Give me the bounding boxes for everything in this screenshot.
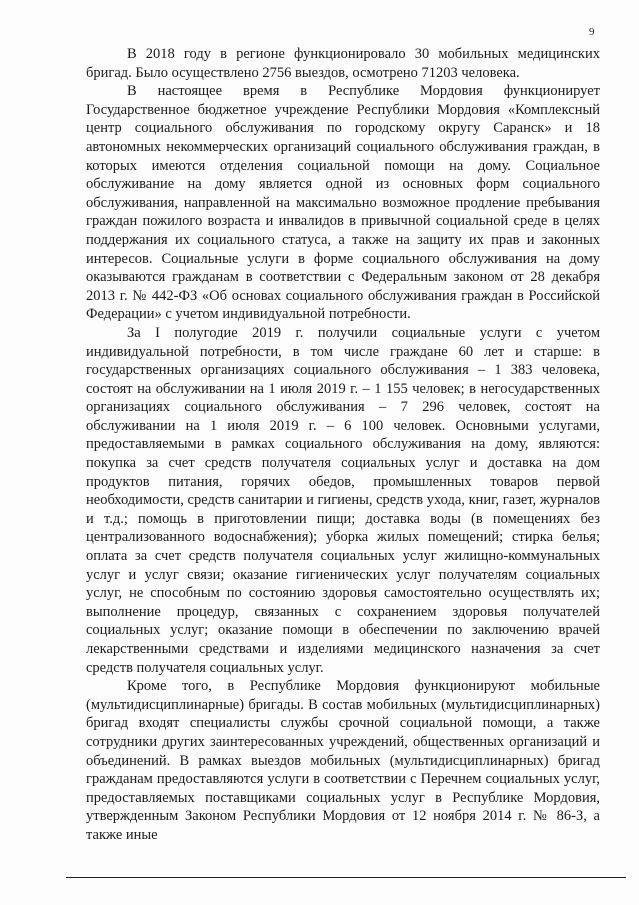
paragraph-home-social-service: В настоящее время в Республике Мордовия функционирует Государственное бюджетное учреждение Республики Мордовия «Комплексный центр социального обслуживания по городскому округу Саранск» и 18 автономных некоммерческих организаций социального обслуживания граждан, в которых имеются отделения социальной помощи на дому. Социальное обслуживание на дому является одной из основных форм социального обслуживания, направленной на максимально возможное продление пребывания граждан пожилого возраста и инвалидов в привычной социальной среде в целях поддержания их социального статуса, а также на защиту их прав и законных интересов. Социальные услуги в форме социального обслуживания на дому оказываются гражданам в соответствии с Федеральным законом от 28 декабря 2013 г. № 442-ФЗ «Об основах социального обслуживания граждан в Российской Федерации» с учетом индивидуальной потребности.	[86, 83, 600, 323]
paragraph-first-half-2019-statistics: За I полугодие 2019 г. получили социальные услуги с учетом индивидуальной потребности, в том числе граждане 60 лет и старше: в государственных организациях социального обслуживания – 1 383 человека, состоят на обслуживании на 1 июля 2019 г. – 1 155 человек; в негосударственных организациях социального обслуживания – 7 296 человек, состоят на обслуживании на 1 июля 2019 г. – 6 100 человек. Основными услугами, предоставляемыми в рамках социального обслуживания на дому, являются: покупка за счет средств получателя социальных услуг и доставка на дом продуктов питания, горячих обедов, промышленных товаров первой необходимости, средств санитарии и гигиены, средств ухода, книг, газет, журналов и т.д.; помощь в приготовлении пищи; доставка воды (в помещениях без централизованного водоснабжения); уборка жилых помещений; стирка белья; оплата за счет средств получателя социальных услуг жилищно-коммунальных услуг и услуг связи; оказание гигиенических услуг получателям социальных услуг, не способным по состоянию здоровья самостоятельно осуществлять их; выполнение процедур, связанных с сохранением здоровья получателей социальных услуг; оказание помощи в обеспечении по заключению врачей лекарственными средствами и изделиями медицинского назначения за счет средств получателя социальных услуг.	[86, 324, 600, 676]
page-number: 9	[589, 26, 595, 38]
footer-divider	[66, 877, 626, 878]
document-body	[86, 45, 600, 845]
paragraph-multidisciplinary-teams: Кроме того, в Республике Мордовия функционируют мобильные (мультидисциплинарные) бригады. В состав мобильных (мультидисциплинарных) бригад входят специалисты службы срочной социальной помощи, а также сотрудники других заинтересованных учреждений, общественных организаций и объединений. В рамках выездов мобильных (мультидисциплинарных) бригад гражданам предоставляются услуги в соответствии с Перечнем социальных услуг, предоставляемых поставщиками социальных услуг в Республике Мордовия, утвержденным Законом Республики Мордовия от 12 ноября 2014 г. № 86-З, а также иные	[86, 678, 600, 843]
paragraph-mobile-medical-teams: В 2018 году в регионе функционировало 30 мобильных медицинских бригад. Было осуществлено 2756 выездов, осмотрено 71203 человека.	[86, 46, 600, 81]
